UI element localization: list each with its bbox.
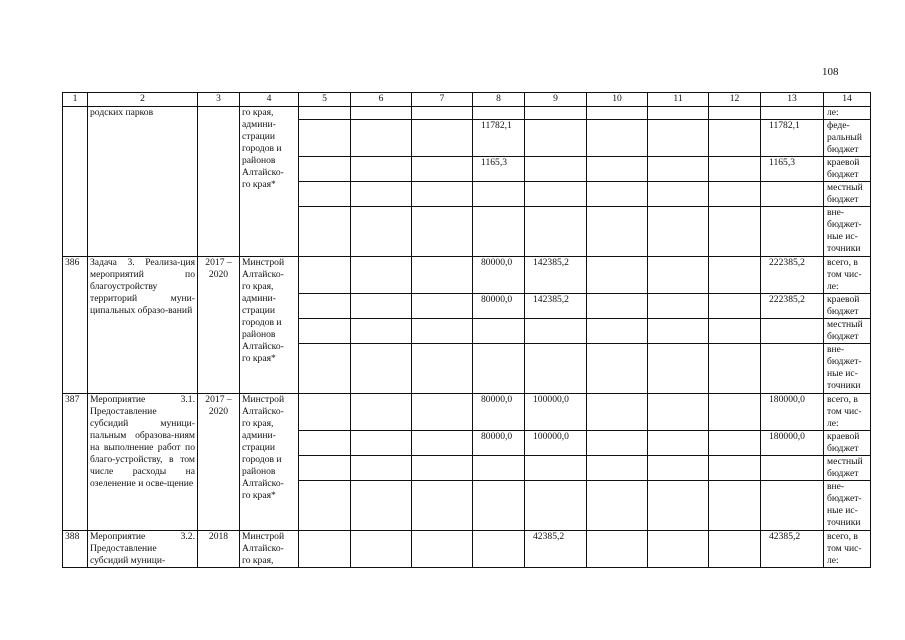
amount-cell (648, 394, 709, 431)
amount-cell (587, 107, 648, 120)
amount-cell (648, 182, 709, 207)
amount-cell (412, 107, 473, 120)
amount-cell (299, 294, 351, 319)
executor-cell: Минстрой Алтайско- го края, админи- страции городов и районов Алтайско- го края* (240, 394, 299, 531)
event-name-cell: Задача 3. Реализа-ция мероприятий по благоустройству территорий муни-ципальных образо-ваний (88, 257, 198, 394)
row-number-cell: 387 (63, 394, 88, 531)
amount-cell (587, 120, 648, 157)
amount-cell (299, 394, 351, 431)
amount-cell: 80000,0 (473, 257, 525, 294)
table-row (63, 257, 871, 294)
years-cell: 2017 – 2020 (198, 394, 240, 531)
amount-cell (709, 120, 761, 157)
funding-source-cell: всего, в том чис- ле: (824, 257, 871, 294)
executor-cell: Минстрой Алтайско- го края, админи- страции городов и районов Алтайско- го края* (240, 257, 299, 394)
amount-cell: 142385,2 (525, 257, 587, 294)
event-name-cell: Мероприятие 3.1. Предоставление субсидий муници-пальным образова-ниям на выполнение работ по благо-устройству, в том числе расходы на озеленение и осве-щение (88, 394, 198, 531)
amount-cell (587, 456, 648, 481)
amount-cell (587, 319, 648, 344)
amount-cell (351, 294, 412, 319)
amount-cell (525, 120, 587, 157)
amount-cell (587, 257, 648, 294)
header-cell: 4 (240, 93, 299, 107)
amount-cell: 11782,1 (761, 120, 824, 157)
row-number-cell (63, 107, 88, 257)
amount-cell (351, 319, 412, 344)
funding-source-cell: краевой бюджет (824, 294, 871, 319)
amount-cell (299, 456, 351, 481)
amount-cell (709, 157, 761, 182)
header-cell: 14 (824, 93, 871, 107)
funding-source-cell: ле: (824, 107, 871, 120)
amount-cell: 11782,1 (473, 120, 525, 157)
amount-cell (473, 319, 525, 344)
funding-source-cell: вне- бюджет- ные ис- точники (824, 344, 871, 394)
event-name-cell: родских парков (88, 107, 198, 257)
header-cell: 9 (525, 93, 587, 107)
funding-source-cell: краевой бюджет (824, 157, 871, 182)
amount-cell (299, 431, 351, 456)
amount-cell (648, 431, 709, 456)
amount-cell (761, 319, 824, 344)
amount-cell (648, 481, 709, 531)
amount-cell: 222385,2 (761, 294, 824, 319)
amount-cell: 100000,0 (525, 394, 587, 431)
amount-cell: 80000,0 (473, 431, 525, 456)
amount-cell (412, 431, 473, 456)
funding-source-cell: всего, в том чис- ле: (824, 394, 871, 431)
amount-cell (648, 344, 709, 394)
amount-cell (351, 207, 412, 257)
header-cell: 2 (88, 93, 198, 107)
amount-cell (299, 319, 351, 344)
header-cell: 10 (587, 93, 648, 107)
amount-cell (709, 207, 761, 257)
amount-cell (473, 531, 525, 568)
executor-cell: го края, админи- страции городов и районов Алтайско- го края* (240, 107, 299, 257)
amount-cell (412, 157, 473, 182)
amount-cell (299, 157, 351, 182)
amount-cell (299, 344, 351, 394)
header-cell: 5 (299, 93, 351, 107)
amount-cell (351, 344, 412, 394)
amount-cell (473, 182, 525, 207)
amount-cell (351, 394, 412, 431)
header-row (63, 93, 871, 107)
amount-cell (525, 481, 587, 531)
amount-cell (525, 107, 587, 120)
amount-cell (525, 157, 587, 182)
header-cell: 13 (761, 93, 824, 107)
amount-cell (351, 531, 412, 568)
amount-cell: 42385,2 (525, 531, 587, 568)
amount-cell (351, 257, 412, 294)
amount-cell (525, 182, 587, 207)
amount-cell (473, 207, 525, 257)
amount-cell: 222385,2 (761, 257, 824, 294)
amount-cell: 42385,2 (761, 531, 824, 568)
amount-cell (761, 481, 824, 531)
amount-cell (412, 456, 473, 481)
amount-cell (299, 120, 351, 157)
amount-cell (351, 120, 412, 157)
amount-cell (761, 207, 824, 257)
amount-cell (299, 182, 351, 207)
amount-cell (709, 182, 761, 207)
table-row (63, 394, 871, 431)
amount-cell (709, 319, 761, 344)
amount-cell (412, 531, 473, 568)
amount-cell (648, 120, 709, 157)
amount-cell (648, 257, 709, 294)
amount-cell (473, 456, 525, 481)
row-number-cell: 388 (63, 531, 88, 568)
amount-cell (587, 344, 648, 394)
amount-cell (709, 394, 761, 431)
funding-source-cell: местный бюджет (824, 182, 871, 207)
amount-cell (587, 394, 648, 431)
amount-cell (761, 107, 824, 120)
amount-cell (525, 207, 587, 257)
funding-source-cell: вне- бюджет- ные ис- точники (824, 481, 871, 531)
amount-cell (351, 107, 412, 120)
amount-cell: 100000,0 (525, 431, 587, 456)
amount-cell (351, 157, 412, 182)
amount-cell (709, 257, 761, 294)
amount-cell (525, 319, 587, 344)
header-cell: 11 (648, 93, 709, 107)
amount-cell (648, 294, 709, 319)
amount-cell (587, 531, 648, 568)
amount-cell (709, 531, 761, 568)
years-cell (198, 107, 240, 257)
page-number: 108 (822, 66, 839, 78)
amount-cell (299, 531, 351, 568)
amount-cell (648, 456, 709, 481)
amount-cell: 80000,0 (473, 394, 525, 431)
amount-cell (412, 120, 473, 157)
amount-cell (473, 481, 525, 531)
amount-cell (525, 344, 587, 394)
amount-cell (709, 107, 761, 120)
funding-source-cell: вне- бюджет- ные ис- точники (824, 207, 871, 257)
header-cell: 1 (63, 93, 88, 107)
amount-cell (412, 294, 473, 319)
funding-source-cell: местный бюджет (824, 456, 871, 481)
header-cell: 6 (351, 93, 412, 107)
event-name-cell: Мероприятие 3.2. Предоставление субсидий муници- (88, 531, 198, 568)
amount-cell (761, 456, 824, 481)
amount-cell: 1165,3 (761, 157, 824, 182)
amount-cell (587, 431, 648, 456)
amount-cell (299, 257, 351, 294)
header-cell: 8 (473, 93, 525, 107)
executor-cell: Минстрой Алтайско- го края, (240, 531, 299, 568)
amount-cell (587, 294, 648, 319)
table-row (63, 107, 871, 120)
amount-cell: 1165,3 (473, 157, 525, 182)
amount-cell (587, 157, 648, 182)
amount-cell (473, 344, 525, 394)
amount-cell (525, 456, 587, 481)
amount-cell (709, 481, 761, 531)
amount-cell (412, 319, 473, 344)
header-cell: 7 (412, 93, 473, 107)
amount-cell (473, 107, 525, 120)
amount-cell (648, 107, 709, 120)
amount-cell (412, 257, 473, 294)
row-number-cell: 386 (63, 257, 88, 394)
budget-table (62, 92, 871, 568)
amount-cell (709, 294, 761, 319)
funding-source-cell: местный бюджет (824, 319, 871, 344)
amount-cell (648, 531, 709, 568)
amount-cell (351, 431, 412, 456)
amount-cell: 180000,0 (761, 431, 824, 456)
amount-cell (412, 182, 473, 207)
amount-cell (351, 456, 412, 481)
table-row (63, 531, 871, 568)
amount-cell (587, 182, 648, 207)
funding-source-cell: всего, в том чис- ле: (824, 531, 871, 568)
amount-cell (761, 344, 824, 394)
amount-cell (587, 207, 648, 257)
years-cell: 2018 (198, 531, 240, 568)
amount-cell (412, 394, 473, 431)
amount-cell (412, 481, 473, 531)
amount-cell (412, 344, 473, 394)
amount-cell (299, 481, 351, 531)
amount-cell (648, 157, 709, 182)
header-cell: 3 (198, 93, 240, 107)
amount-cell (761, 182, 824, 207)
amount-cell (709, 431, 761, 456)
amount-cell (709, 344, 761, 394)
amount-cell: 180000,0 (761, 394, 824, 431)
amount-cell (299, 207, 351, 257)
amount-cell (351, 481, 412, 531)
amount-cell: 142385,2 (525, 294, 587, 319)
amount-cell (299, 107, 351, 120)
amount-cell (587, 481, 648, 531)
amount-cell (351, 182, 412, 207)
amount-cell (412, 207, 473, 257)
amount-cell (709, 456, 761, 481)
amount-cell (648, 319, 709, 344)
amount-cell (648, 207, 709, 257)
funding-source-cell: краевой бюджет (824, 431, 871, 456)
funding-source-cell: феде- ральный бюджет (824, 120, 871, 157)
header-cell: 12 (709, 93, 761, 107)
years-cell: 2017 – 2020 (198, 257, 240, 394)
amount-cell: 80000,0 (473, 294, 525, 319)
